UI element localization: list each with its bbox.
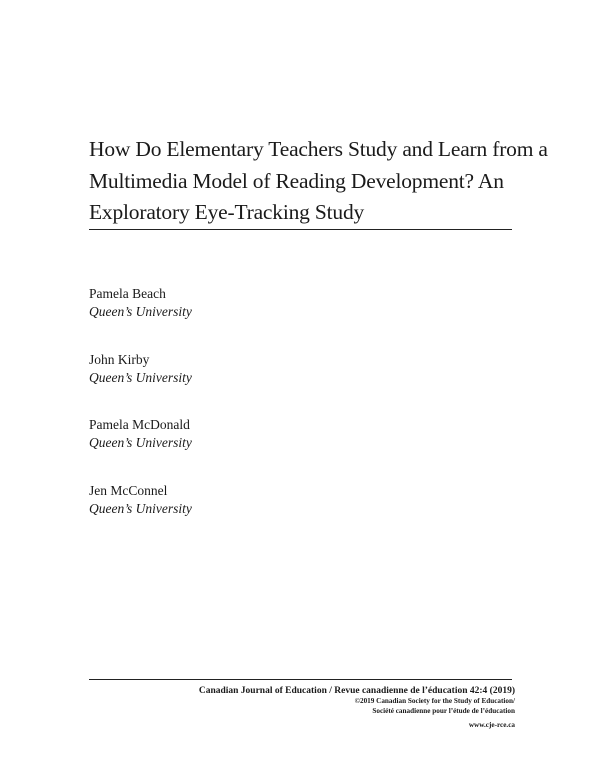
author-name: Pamela Beach (89, 286, 166, 301)
journal-footer (199, 685, 515, 731)
author-block (89, 285, 389, 351)
paper-title (89, 134, 548, 229)
title-line: Multimedia Model of Reading Development? An (89, 168, 504, 193)
author-block (89, 482, 389, 548)
author-list (89, 285, 389, 547)
title-line: How Do Elementary Teachers Study and Learn from a (89, 137, 548, 161)
author-block (89, 351, 389, 417)
author-affiliation: Queen’s University (89, 369, 192, 385)
author-affiliation: Queen’s University (89, 500, 192, 516)
footer-divider (89, 679, 512, 680)
copyright-notice: ©2019 Canadian Society for the Study of Education/ (354, 697, 515, 705)
author-name: John Kirby (89, 351, 150, 367)
journal-url[interactable]: www.cje-rce.ca (468, 721, 515, 729)
author-affiliation: Queen’s University (89, 304, 192, 319)
author-name: Pamela McDonald (89, 417, 190, 432)
title-divider (89, 229, 512, 230)
society-name-fr: Société canadienne pour l’étude de l’éducation (372, 706, 515, 715)
author-affiliation: Queen’s University (89, 435, 192, 450)
author-block (89, 416, 389, 482)
author-name: Jen McConnel (89, 482, 168, 498)
journal-citation: Canadian Journal of Education / Revue canadienne de l’éducation 42:4 (2019) (198, 686, 515, 696)
title-line: Exploratory Eye-Tracking Study (89, 200, 365, 224)
